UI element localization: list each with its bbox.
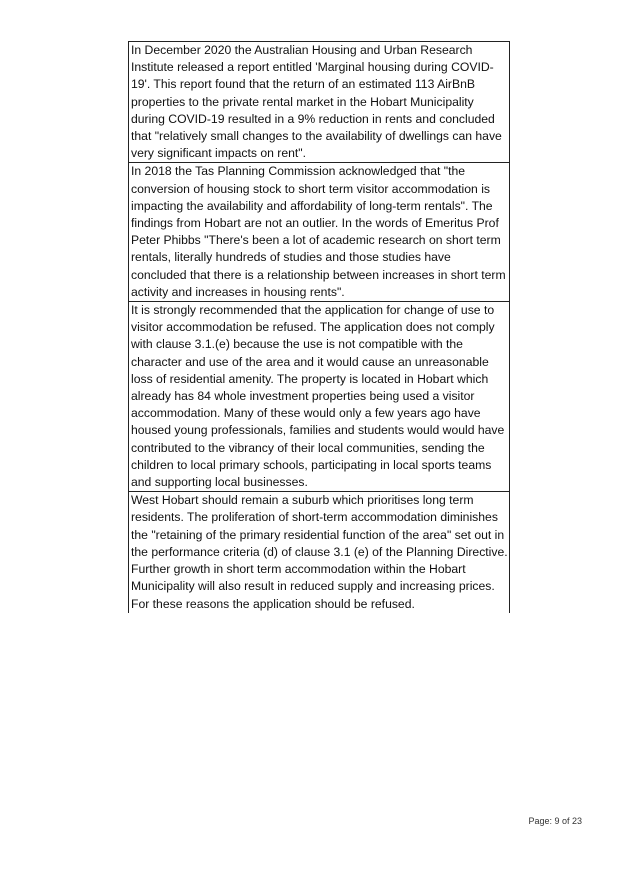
submission-table [128,41,510,613]
paragraph-west-hobart: West Hobart should remain a suburb which prioritises long term residents. The proliferation of short-term accommodation diminishes the "retaining of the primary residential function of the area" set out in the performance criteria (d) of clause 3.1 (e) of the Planning Directive. Further growth in short term accommodation within the Hobart Municipality will also result in reduced supply and increasing prices. For these reasons the application should be refused. [131,493,508,611]
paragraph-recommendation: It is strongly recommended that the application for change of use to visitor accommodation be refused. The application does not comply with clause 3.1.(e) because the use is not compatible with the character and use of the area and it would cause an unreasonable loss of residential amenity. The property is located in Hobart which already has 84 whole investment properties being used a visitor accommodation. Many of these would only a few years ago have housed young professionals, families and students would would have contributed to the vibrancy of their local communities, sending the children to local primary schools, participating in local sports teams and supporting local businesses. [129,302,509,492]
page-number: Page: 9 of 23 [528,816,582,826]
paragraph-ahuri-report: In December 2020 the Australian Housing and Urban Research Institute released a report entitled 'Marginal housing during COVID-19'. This report found that the return of an estimated 113 AirBnB properties to the private rental market in the Hobart Municipality during COVID-19 resulted in a 9% reduction in rents and concluded that "relatively small changes to the availability of dwellings can have very significant impacts on rent". [129,42,509,163]
paragraph-planning-commission: In 2018 the Tas Planning Commission acknowledged that "the conversion of housing stock to short term visitor accommodation is impacting the availability and affordability of long-term rentals". The findings from Hobart are not an outlier. In the words of Emeritus Prof Peter Phibbs "There's been a lot of academic research on short term rentals, literally hundreds of studies and those studies have concluded that there is a relationship between increases in short term activity and increases in housing rents". [129,163,509,302]
